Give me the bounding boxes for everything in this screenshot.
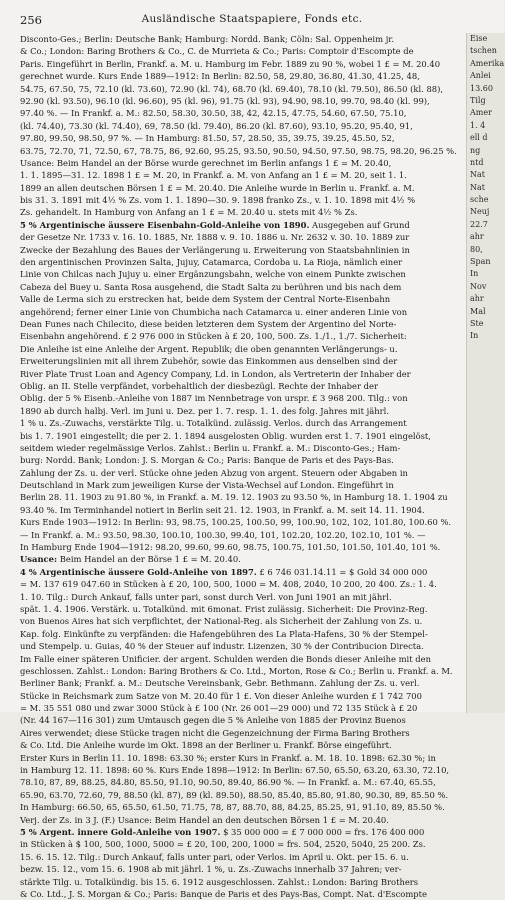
body-text-line: — In Frankf. a. M.: 93.50, 98.30, 100.10, 100.30, 99.40, 101, 102.20, 102.20, 102.10, 101 %. — [20,529,426,540]
running-title: Ausländische Staatspapiere, Fonds etc. [141,13,363,25]
body-text-line: In Hamburg Ende 1904—1912: 98.20, 99.60, 99.60, 98.75, 100.75, 101.50, 101.50, 101.40, 101 %. [20,542,441,553]
body-text-line: Aires verwendet; diese Stücke tragen nicht die Gegenzeichnung der Firma Baring Brothers [20,727,410,738]
body-text-line: & Co.; London: Baring Brothers & Co., C. de Murrieta & Co.; Paris: Comptoir d'Escompte de [20,46,414,57]
body-text-line: Paris. Eingeführt in Berlin, Frankf. a. M. u. Hamburg im Febr. 1889 zu 90 %, wobei 1 £ = M. 20.40 [20,58,441,69]
body-text-line: = M. 137 619 047.60 in Stücken à £ 20, 100, 500, 1000 = M. 408, 2040, 10 200, 20 400. Zs.: 1. 4. [20,579,437,590]
body-text-line: stärkte Tilg. u. Totalkündig. bis 15. 6. 1912 ausgeschlossen. Zahlst.: London: Baring Brothers [20,876,419,887]
body-text-line: seitdem wieder regelmässige Verlos. Zahlst.: Berlin u. Frankf. a. M.: Disconto-Ges.; Ham- [20,442,401,453]
body-text-line: 1899 an allen deutschen Börsen 1 £ = M. 20.40. Die Anleihe wurde in Berlin u. Frankf. a. M. [20,182,415,193]
body-text-line: Eisenbahn angehörend. £ 2 976 000 in Stücken à £ 20, 100, 500. Zs. 1./1., 1./7. Sicherheit: [20,331,407,342]
body-text-line: Linie von Chilcas nach Jujuy u. einer Ergänzungsbahn, welche von einem Punkte zwischen [20,269,406,280]
usance-label: Usance: [20,554,58,565]
body-text-line: Dean Funes nach Chilecito, diese beiden letzteren dem System der Argentino del Norte- [20,318,397,329]
body-text-line: von Buenos Aires hat sich verpflichtet, der National-Reg. als Sicherheit der Zahlung von Zs. u. [20,616,423,627]
body-text-line: 1. 1. 1895—31. 12. 1898 1 £ = M. 20, in Frankf. a. M. von Anfang an 1 £ = M. 20, seit 1. 1. [20,170,407,181]
section-heading-line [20,566,464,578]
body-text-line: Valle de Lerma sich zu erstrecken hat, beide dem System der Central Norte-Eisenbahn [20,294,391,305]
adjacent-page-fragment: ahr [470,294,484,304]
body-text-line: angehörend; ferner einer Linie von Chumbicha nach Catamarca u. einer anderen Linie von [20,306,408,317]
body-text-line: 65.90, 63.70, 72.60, 79, 88.50 (kl. 87), 89 (kl. 89.50), 88.50, 85.40, 85.80, 91.80, 90.30, 89, 85.50 %. [20,789,449,800]
page-number: 256 [20,13,42,27]
adjacent-page-fragment: Eise [470,34,488,43]
body-text-line: bis 1. 7. 1901 eingestellt; die per 2. 1. 1894 ausgelosten Oblig. wurden erst 1. 7. 1901 eingelöst, [20,430,431,441]
body-text-line: Zahlung der Zs. u. der verl. Stücke ohne jeden Abzug von argent. Steuern oder Abgaben in [20,467,408,478]
adjacent-page-fragment: Mal [470,306,486,316]
section-heading-tail: $ 35 000 000 = £ 7 000 000 = frs. 176 400 000 [220,827,425,837]
body-text-line: 1. 10. Tilg.: Durch Ankauf, falls unter pari, sonst durch Verl. von Juni 1901 an mit jährl. [20,591,392,602]
adjacent-page-fragment: Tilg [470,95,486,105]
body-text-line: In Hamburg: 66.50, 65, 65.50, 61.50, 71.75, 78, 87, 88.70, 88, 84.25, 85.25, 91, 91.10, 89, 85.50 %. [20,802,445,813]
body-text-line: Disconto-Ges.; Berlin: Deutsche Bank; Hamburg: Nordd. Bank; Cöln: Sal. Oppenheim jr. [20,34,395,44]
adjacent-page-fragment: ahr [470,232,484,242]
body-text-line: gerechnet wurde. Kurs Ende 1889—1912: In Berlin: 82.50, 58, 29.80, 36.80, 41.30, 41.25, 48, [20,71,420,82]
adjacent-page-fragment: ell d [470,133,488,143]
adjacent-page-fragment: ng [470,145,481,155]
adjacent-page-fragment: sche [470,195,489,205]
body-text-line: (Nr. 44 167—116 301) zum Umtausch gegen die 5 % Anleihe von 1885 der Provinz Buenos [20,715,406,726]
body-text-line: Erweiterungslinien mit all ihrem Zubehör, sowie das Einkommen aus denselben sind der [20,356,398,367]
body-text-line: Kurs Ende 1903—1912: In Berlin: 93, 98.75, 100.25, 100.50, 99, 100.90, 102, 102, 101.80, 100.60 %. [20,517,452,528]
main-text-column [20,33,464,899]
body-text-line: 78.10, 87, 89, 88.25, 84.80, 85.50, 91.10, 90.50, 89.40, 86.90 %. — In Frankf. a. M.: 67.40, 65.55, [20,777,436,788]
adjacent-page-fragment: Nov [470,281,487,291]
adjacent-page-fragment: In [470,269,479,279]
body-text-line: Berlin 28. 11. 1903 zu 91.80 %, in Frankf. a. M. 19. 12. 1903 zu 93.50 %, in Hamburg 18. 1. 1904 zu [20,492,448,503]
section-heading: 5 % Argentinische äussere Eisenbahn-Gold-Anleihe von 1890. [20,219,310,230]
body-text-line: Berliner Bank; Frankf. a. M.: Deutsche Vereinsbank, Gebr. Bethmann. Zahlung der Zs. u. verl. [20,678,420,689]
adjacent-page-fragment: In [470,331,479,341]
body-text-line: Oblig. der 5 % Eisenb.-Anleihe von 1887 im Nennbetrage von urspr. £ 3 968 200. Tilg.: von [20,393,408,404]
body-text-line: in Hamburg 12. 11. 1898: 60 %. Kurs Ende 1898—1912: In Berlin: 67.50, 65.50, 63.20, 63.30, 72.10, [20,765,450,776]
body-text-line: burg: Nordd. Bank; London: J. S. Morgan & Co.; Paris: Banque de Paris et des Pays-Bas. [20,455,394,466]
adjacent-page-fragment: Nat [470,170,485,180]
body-text-line: 92.90 (kl. 93.50), 96.10 (kl. 96.60), 95 (kl. 96), 91.75 (kl. 93), 94.90, 98.10, 99.70, 98.40 (kl. 99), [20,95,430,106]
section-heading: 5 % Argent. innere Gold-Anleihe von 1907. [20,827,221,837]
section-heading-tail: Ausgegeben auf Grund [309,219,410,230]
body-text-line: Im Falle einer späteren Unificier. der argent. Schulden werden die Bonds dieser Anleihe mit den [20,653,431,664]
adjacent-page-fragment: 1. 4 [470,120,486,130]
body-text-line: geschlossen. Zahlst.: London: Baring Brothers & Co. Ltd., Morton, Rose & Co.; Berlin u. Frankf. a. M. [20,665,453,676]
adjacent-page-fragment: Nat [470,182,485,192]
section-heading-line [20,219,464,231]
body-text-line: spät. 1. 4. 1906. Verstärk. u. Totalkünd. mit 6monat. Frist zulässig. Sicherheit: Die Provinz-Reg. [20,603,428,614]
adjacent-page-fragment: 13.60 [470,83,493,93]
body-text-line: = M. 35 551 080 und zwar 3000 Stück à £ 100 (Nr. 26 001—29 000) und 72 135 Stück à £ 20 [20,703,418,714]
adjacent-page-fragment: Ste [470,318,484,328]
body-text-line: bis 31. 3. 1891 mit 4½ % Zs. vom 1. 1. 1890—30. 9. 1898 franko Zs., v. 1. 10. 1898 mit 4½ % [20,195,416,206]
section-heading-tail: £ 6 746 031.14.11 = $ Gold 34 000 000 [256,566,428,577]
body-text-line: den argentinischen Provinzen Salta, Jujuy, Catamarca, Cordoba u. La Rioja, nämlich einer [20,257,403,268]
body-text-line: 1 % u. Zs.-Zuwachs, verstärkte Tilg. u. Totalkünd. zulässig. Verlos. durch das Arrangement [20,418,407,429]
adjacent-page-fragment: Span [470,257,491,267]
body-text-line: und Stempelp. u. Guias, 40 % der Steuer auf industr. Lizenzen, 30 % der Contribucion Directa. [20,641,424,652]
body-text-line: 93.40 %. Im Terminhandel notiert in Berlin seit 21. 12. 1903, in Frankf. a. M. seit 14. 11. 1904. [20,504,425,515]
body-text-line: Oblig. an II. Stelle verpfändet, vorbehaltlich der diesbezügl. Rechte der Inhaber der [20,380,378,391]
body-text-line: Zs. gehandelt. In Hamburg von Anfang an 1 £ = M. 20.40 u. stets mit 4½ % Zs. [20,207,358,218]
adjacent-page-fragment: 22.7 [470,219,488,229]
body-text-line: der Gesetze Nr. 1733 v. 16. 10. 1885, Nr. 1888 v. 9. 10. 1886 u. Nr. 2632 v. 30. 10. 1889 zur [20,232,410,243]
body-text-line: bezw. 15. 12., vom 15. 6. 1908 ab mit jährl. 1 %, u. Zs.-Zuwachs innerhalb 37 Jahren; ver- [20,864,402,875]
body-text-line: River Plate Trust Loan and Agency Company, Ld. in London, als Vertreterin der Inhaber der [20,368,411,379]
body-text-line: Erster Kurs in Berlin 11. 10. 1898: 63.30 %; erster Kurs in Frankf. a. M. 18. 10. 1898: 62.30 %; in [20,752,436,763]
body-text-line: Kap. folg. Einkünfte zu verpfänden: die Hafengebühren des La Plata-Hafens, 30 % der Stempel- [20,628,428,639]
page-header [20,13,484,27]
body-text-line: Stücke in Reichsmark zum Satze von M. 20.40 für 1 £. Von dieser Anleihe wurden £ 1 742 700 [20,690,422,701]
body-text-line: 97.40 %. — In Frankf. a. M.: 82.50, 58.30, 30.50, 38, 42, 42.15, 47.75, 54.60, 67.50, 75.10, [20,108,407,119]
adjacent-page-fragment: Neuj [470,207,490,217]
body-text-line: 54.75, 67.50, 75, 72.10 (kl. 73.60), 72.90 (kl. 74), 68.70 (kl. 69.40), 78.10 (kl. 79.50), 86.50 (kl. 88), [20,83,444,94]
body-text-line: Usance: Beim Handel an der Börse 1 £ = M. 20.40. [20,554,241,565]
body-text-line: 63.75, 72.70, 71, 72.50, 67, 78.75, 86, 92.60, 95.25, 93.50, 90.50, 94.50, 97.50, 98.75, 98.20, 96.25 %. [20,145,457,156]
adjacent-page-fragment: tschen [470,46,497,56]
adjacent-page-fragment: ntd [470,157,484,167]
body-text-line: & Co. Ltd. Die Anleihe wurde im Okt. 1898 an der Berliner u. Frankf. Börse eingeführt. [20,740,392,751]
body-text-line: Verj. der Zs. in 3 J. (F.) Usance: Beim Handel an den deutschen Börsen 1 £ = M. 20.40. [20,814,389,825]
section-heading: 4 % Argentinische äussere Gold-Anleihe von 1897. [20,566,257,577]
adjacent-page-fragment: Anlei [470,71,491,81]
body-text-line: Die Anleihe ist eine Anleihe der Argent. Republik; die oben genannten Verlängerungs- u. [20,343,398,354]
body-text-line: 15. 6. 15. 12. Tilg.: Durch Ankauf, falls unter pari, oder Verlos. im April u. Okt. per 15. 6. u. [20,851,409,862]
body-text-line: Cabeza del Buey u. Santa Rosa ausgehend, die Stadt Salta zu berühren und bis nach dem [20,281,402,292]
body-text-line: 1890 ab durch halbj. Verl. im Juni u. Dez. per 1. 7. resp. 1. 1. des folg. Jahres mit jährl. [20,405,389,416]
adjacent-page-fragment: 80, [470,244,483,254]
body-text-line: Deutschland in Mark zum jeweiligen Kurse der Vista-Wechsel auf London. Eingeführt in [20,480,394,491]
body-text-line: Zwecke der Bezahlung des Baues der Verlängerung u. Erweiterung von Staatsbahnlinien in [20,244,410,255]
body-text-line: (kl. 74.40), 73.30 (kl. 74.40), 69, 78.50 (kl. 79.40), 86.20 (kl. 87.60), 93.10, 95.20, 95.40, 91, [20,120,413,131]
body-text-line: & Co. Ltd., J. S. Morgan & Co.; Paris: Banque de Paris et des Pays-Bas, Compt. Nat. d'Escompte [20,888,427,899]
body-text-line: Usance: Beim Handel an der Börse wurde gerechnet im Berlin anfangs 1 £ = M. 20.40, [20,157,392,168]
section-heading-line [20,826,464,838]
body-text-line: in Stücken à $ 100, 500, 1000, 5000 = £ 20, 100, 200, 1000 = frs. 504, 2520, 5040, 25 200. Zs. [20,839,426,850]
adjacent-page-edge [466,33,505,713]
adjacent-page-fragment: Amer [470,108,492,118]
adjacent-page-fragment: Amerika [470,58,505,68]
body-text-line: 97.80, 99.50, 98.50, 97 %. — In Hamburg: 81.50, 57, 28.50, 35, 39.75, 39.25, 45.50, 52, [20,133,395,144]
